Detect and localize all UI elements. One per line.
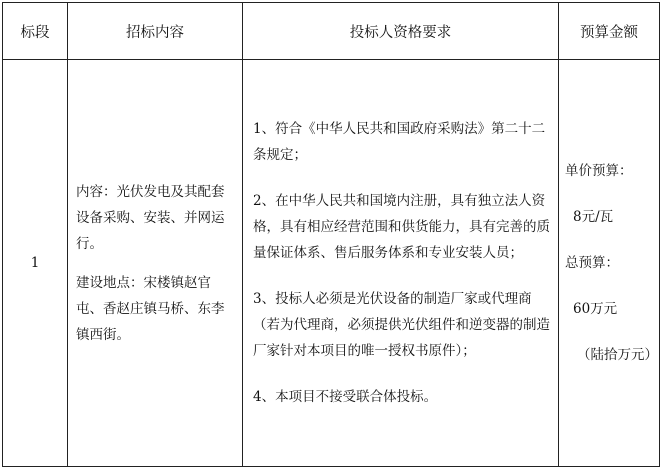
header-content: 招标内容 (68, 3, 243, 60)
header-budget: 预算金额 (559, 3, 660, 60)
total-budget-value: 60万元 (573, 301, 618, 317)
content-cell (68, 60, 243, 467)
requirements-cell (243, 60, 559, 467)
content-text: 内容：光伏发电及其配套设备采购、安装、并网运行。 (76, 183, 225, 252)
location-text: 建设地点：宋楼镇赵官屯、香赵庄镇马桥、东李镇西街。 (76, 274, 225, 343)
section-number: 1 (3, 60, 68, 467)
total-budget-label: 总预算： (565, 255, 619, 271)
requirement-2: 2、在中华人民共和国境内注册，具有独立法人资格，具有相应经营范围和供货能力，具有完善的质量保证体系、售后服务体系和专业安装人员； (253, 193, 550, 261)
table-row (3, 60, 660, 467)
unit-price-label: 单价预算： (565, 163, 633, 179)
requirement-3: 3、投标人必须是光伏设备的制造厂家或代理商（若为代理商，必须提供光伏组件和逆变器的制造厂家针对本项目的唯一授权书原件）； (253, 291, 550, 359)
header-requirements: 投标人资格要求 (243, 3, 559, 60)
tender-table (2, 2, 660, 467)
unit-price-value: 8元/瓦 (573, 209, 614, 225)
budget-cell (559, 60, 660, 467)
requirement-1: 1、符合《中华人民共和国政府采购法》第二十二条规定； (253, 121, 546, 163)
header-row (3, 3, 660, 60)
header-section: 标段 (3, 3, 68, 60)
total-budget-chinese: （陆拾万元） (577, 347, 658, 363)
requirement-4: 4、本项目不接受联合体投标。 (253, 389, 438, 405)
